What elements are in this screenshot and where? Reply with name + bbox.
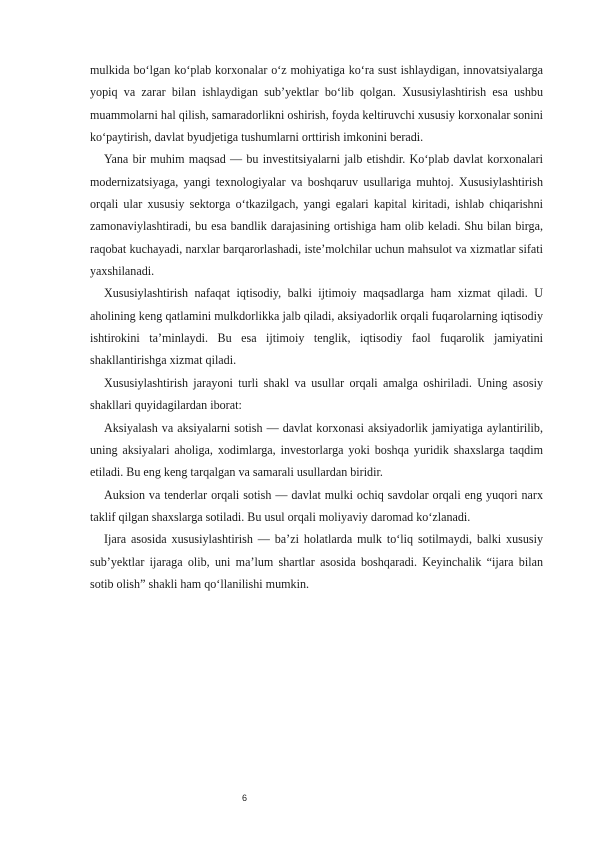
paragraph-auction: Auksion va tenderlar orqali sotish — davlat mulki ochiq savdolar orqali eng yuqori narx taklif qilgan shaxslarga sotiladi. Bu usul orqali moliyaviy daromad ko‘zlanadi. xyxy=(90,487,543,524)
document-body xyxy=(90,59,543,595)
page-number: 6 xyxy=(242,793,248,803)
paragraph-shares: Aksiyalash va aksiyalarni sotish — davlat korxonasi aksiyadorlik jamiyatiga aylantirilib, uning aksiyalari aholiga, xodimlarga, investorlarga yoki boshqa yuridik shaxslarga taqdim etiladi. Bu eng keng tarqalgan va samarali usullardan biridir. xyxy=(90,420,543,480)
paragraph-investments: Yana bir muhim maqsad — bu investitsiyalarni jalb etishdir. Ko‘plab davlat korxonalari modernizatsiyaga, yangi texnologiyalar va boshqaruv usullariga muhtoj. Xususiylashtirish orqali ular xususiy sektorga o‘tkazilgach, yangi egalari kapital kiritadi, ishlab chiqarishni zamonaviylashtiradi, bu esa bandlik darajasining ortishiga ham olib keladi. Shu bilan birga, raqobat kuchayadi, narxlar barqarorlashadi, iste’molchilar uchun mahsulot va xizmatlar sifati yaxshilanadi. xyxy=(90,152,543,279)
paragraph-lease: Ijara asosida xususiylashtirish — ba’zi holatlarda mulk to‘liq sotilmaydi, balki xususiy sub’yektlar ijaraga olib, uni ma’lum shartlar asosida boshqaradi. Keyinchalik “ijara bilan sotib olish” shakli ham qo‘llanilishi mumkin. xyxy=(90,532,543,591)
paragraph-social-goals: Xususiylashtirish nafaqat iqtisodiy, balki ijtimoiy maqsadlarga ham xizmat qiladi. U aholining keng qatlamini mulkdorlikka jalb qiladi, aksiyadorlik orqali fuqarolarning iqtisodiy ishtirokini ta’minlaydi. Bu esa ijtimoiy tenglik, iqtisodiy faol fuqarolik jamiyatini shakllantirishga xizmat qiladi. xyxy=(90,286,543,368)
paragraph-forms-intro: Xususiylashtirish jarayoni turli shakl va usullar orqali amalga oshiriladi. Uning asosiy shakllari quyidagilardan iborat: xyxy=(90,375,543,413)
paragraph-continuation: mulkida bo‘lgan ko‘plab korxonalar o‘z mohiyatiga ko‘ra sust ishlaydigan, innovatsiyalarga yopiq va zarar bilan ishlaydigan sub’yektlar bo‘lib qolgan. Xususiylashtirish esa ushbu muammolarni hal qilish, samaradorlikni oshirish, foyda keltiruvchi xususiy korxonalar sonini ko‘paytirish, davlat byudjetiga tushumlarni orttirish imkonini beradi. xyxy=(90,63,543,145)
